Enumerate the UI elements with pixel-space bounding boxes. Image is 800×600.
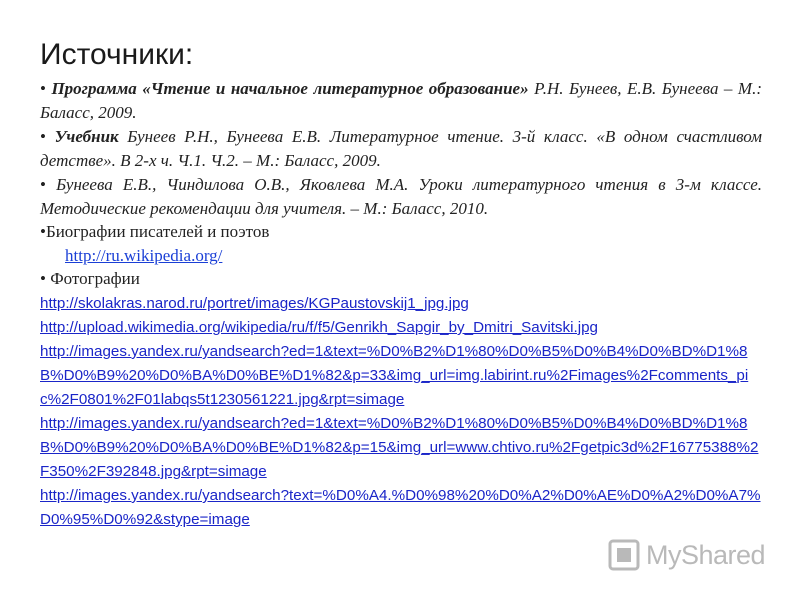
photo-link-tyutchev[interactable]: http://images.yandex.ru/yandsearch?text=%D0%A4.%D0%98%20%D0%A2%D0%AE%D0%A2%D0%A7%D0%95%D0%92&stype=image [40, 487, 761, 528]
reference-lead: Программа «Чтение и начальное литературное образование» [51, 79, 529, 98]
wikipedia-link[interactable]: http://ru.wikipedia.org/ [65, 246, 223, 265]
bullet: • [40, 127, 55, 146]
myshared-logo-icon [607, 538, 641, 572]
photo-link-paustovsky[interactable]: http://skolakras.narod.ru/portret/images/KGPaustovskij1_jpg.jpg [40, 295, 469, 312]
photo-link-labirint[interactable]: http://images.yandex.ru/yandsearch?ed=1&text=%D0%B2%D1%80%D0%B5%D0%B4%D0%BD%D1%8B%D0%B9%20%D0%BA%D0%BE%D1%82&p=33&img_url=img.labirint.ru%2Fimages%2Fcomments_pic%2F0801%2F01labqs5t1230561221.jpg&rpt=simage [40, 343, 749, 408]
logo-text: MyShared [646, 539, 766, 570]
reference-text: Бунеева Е.В., Чиндилова О.В., Яковлева М.А. Уроки литературного чтения в 3-м классе. Методические рекомендации для учителя. – М.: Баласс, 2010. [40, 175, 763, 218]
reference-text: Р.Н. Бунеев, Е.В. Бунеева – М.: Баласс, 2009. [40, 79, 762, 122]
bullet: • [40, 175, 57, 194]
reference-program [40, 77, 762, 125]
reference-textbook [40, 125, 762, 173]
photo-link-chtivo[interactable]: http://images.yandex.ru/yandsearch?ed=1&text=%D0%B2%D1%80%D0%B5%D0%B4%D0%BD%D1%8B%D0%B9%20%D0%BA%D0%BE%D1%82&p=15&img_url=www.chtivo.ru%2Fgetpic3d%2F16775388%2F350%2F392848.jpg&rpt=simage [40, 415, 759, 480]
myshared-watermark [607, 538, 765, 572]
reference-lead: Учебник [54, 127, 119, 146]
biographies-label: •Биографии писателей и поэтов [40, 222, 270, 241]
slide-title: Источники: [40, 38, 194, 71]
photos-label: • Фотографии [40, 269, 140, 288]
reference-text: Бунеев Р.Н., Бунеева Е.В. Литературное чтение. 3-й класс. «В одном счастливом детстве». В 2-х ч. Ч.1. Ч.2. – М.: Баласс, 2009. [40, 127, 763, 170]
photo-links [40, 292, 765, 532]
reference-lessons [40, 173, 762, 221]
bullet: • [40, 79, 52, 98]
photo-link-sapgir[interactable]: http://upload.wikimedia.org/wikipedia/ru/f/f5/Genrikh_Sapgir_by_Dmitri_Savitski.jpg [40, 319, 598, 336]
